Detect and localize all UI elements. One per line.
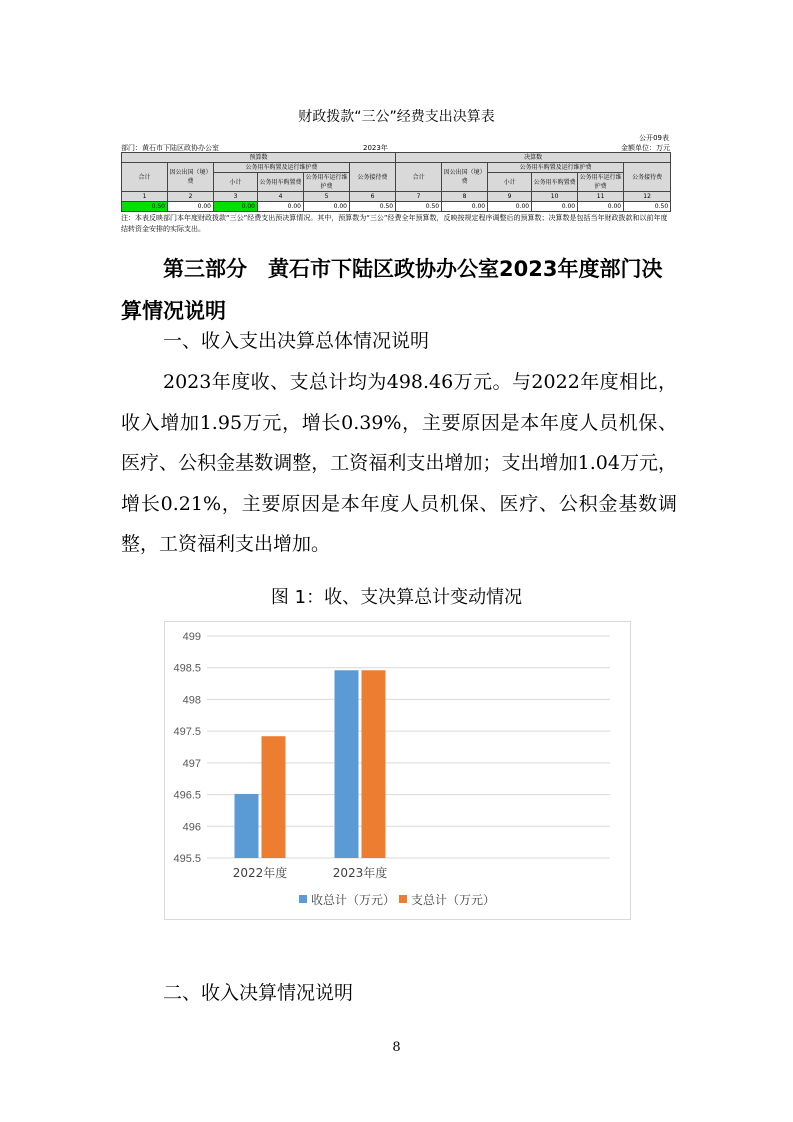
bar — [235, 794, 259, 858]
bar — [335, 670, 359, 858]
table-cell: 0.50 — [396, 202, 442, 212]
x-tick-label: 2023年度 — [332, 866, 388, 880]
y-tick-label: 498.5 — [173, 662, 201, 675]
table-cell: 0.50 — [122, 202, 168, 212]
part-title: 第三部分 黄石市下陆区政协办公室2023年度部门决算情况说明 — [121, 257, 663, 323]
table-cell: 0.50 — [624, 202, 671, 212]
table-title: 财政拨款“三公”经费支出决算表 — [298, 109, 495, 125]
col-num: 7 — [396, 192, 442, 202]
y-tick-label: 497.5 — [173, 726, 201, 739]
col-subtotal: 小计 — [488, 173, 532, 192]
col-total: 合计 — [122, 163, 168, 192]
col-purchase: 公务用车购置费 — [532, 173, 578, 192]
y-tick-label: 497 — [182, 757, 201, 770]
y-tick-label: 496 — [182, 821, 201, 834]
legend-label: 收总计（万元） — [311, 893, 396, 907]
col-purchase: 公务用车购置费 — [258, 173, 304, 192]
section1-title: 一、收入支出决算总体情况说明 — [163, 330, 430, 352]
col-num: 9 — [488, 192, 532, 202]
legend-swatch — [299, 895, 307, 903]
table-note: 注：本表反映部门本年度财政拨款“三公”经费支出预决算情况。其中，预算数为“三公”经费全年预算数，反映按规定程序调整后的预算数；决算数是包括当年财政拨款和以前年度结转资金安排的实际支出。 — [121, 214, 668, 233]
bar — [262, 736, 286, 858]
year-label: 2023年 — [363, 144, 388, 152]
legend-swatch — [399, 895, 407, 903]
table-cell: 0.00 — [304, 202, 350, 212]
col-subtotal: 小计 — [214, 173, 258, 192]
vehicle-header: 公务用车购置及运行维护费 — [214, 163, 350, 173]
col-travel: 因公出国（境）费 — [168, 163, 214, 192]
y-tick-label: 495.5 — [173, 853, 201, 865]
col-reception: 公务接待费 — [624, 163, 671, 192]
col-maintain: 公务用车运行维护费 — [305, 174, 348, 190]
x-tick-label: 2022年度 — [232, 866, 288, 880]
col-num: 11 — [578, 192, 624, 202]
table-cell: 0.00 — [488, 202, 532, 212]
chart-container — [164, 621, 631, 920]
y-tick-label: 499 — [182, 631, 201, 643]
col-maintain: 公务用车运行维护费 — [579, 174, 622, 190]
table-cell: 0.00 — [442, 202, 488, 212]
table-cell: 0.00 — [214, 202, 258, 212]
col-num: 3 — [214, 192, 258, 202]
col-num: 1 — [122, 192, 168, 202]
table-cell: 0.00 — [258, 202, 304, 212]
col-num: 4 — [258, 192, 304, 202]
page-number: 8 — [392, 1040, 401, 1055]
section2-title: 二、收入决算情况说明 — [163, 982, 354, 1004]
col-num: 6 — [350, 192, 396, 202]
col-num: 8 — [442, 192, 488, 202]
legend-label: 支总计（万元） — [411, 893, 496, 907]
table-cell: 0.00 — [532, 202, 578, 212]
three-public-expense-table — [121, 152, 671, 212]
col-num: 2 — [168, 192, 214, 202]
col-reception: 公务接待费 — [350, 163, 396, 192]
col-num: 12 — [624, 192, 671, 202]
col-travel: 因公出国（境）费 — [442, 163, 488, 192]
unit-label: 金额单位：万元 — [621, 144, 670, 152]
department-label: 部门：黄石市下陆区政协办公室 — [121, 144, 219, 152]
bar-chart — [165, 622, 630, 919]
table-cell: 0.00 — [578, 202, 624, 212]
bar — [362, 670, 386, 858]
figure-caption: 图 1：收、支决算总计变动情况 — [270, 587, 523, 608]
table-cell: 0.00 — [168, 202, 214, 212]
y-tick-label: 498 — [182, 694, 201, 707]
budget-header: 预算数 — [122, 153, 396, 163]
table-cell: 0.50 — [350, 202, 396, 212]
y-tick-label: 496.5 — [173, 789, 201, 802]
final-header: 决算数 — [396, 153, 671, 163]
col-total: 合计 — [396, 163, 442, 192]
table-code: 公开09表 — [639, 134, 669, 142]
col-num: 10 — [532, 192, 578, 202]
vehicle-header: 公务用车购置及运行维护费 — [488, 163, 624, 173]
col-num: 5 — [304, 192, 350, 202]
paragraph: 2023年度收、支总计均为498.46万元。与2022年度相比，收入增加1.95万元，增长0.39%，主要原因是本年度人员机保、医疗、公积金基数调整，工资福利支出增加；支出增加1.04万元，增长0.21%，主要原因是本年度人员机保、医疗、公积金基数调整，工资福利支出增加。 — [121, 371, 677, 555]
